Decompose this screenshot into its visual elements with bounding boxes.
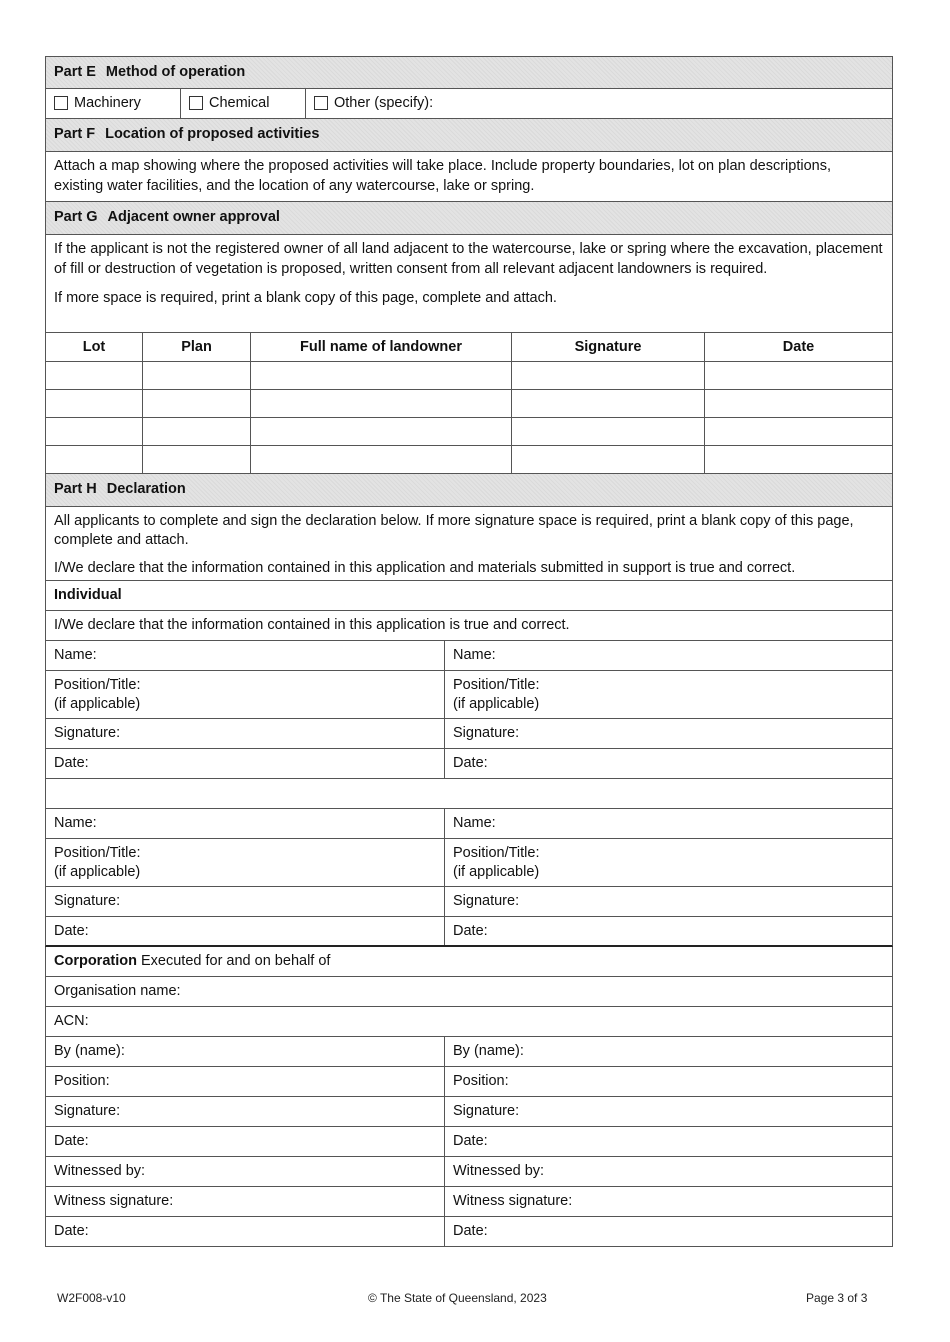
- corp-date-field-left[interactable]: Date:: [46, 1127, 445, 1156]
- date-row: [45, 917, 893, 947]
- position-field-left[interactable]: Position/Title: (if applicable): [46, 839, 445, 886]
- option-machinery[interactable]: Machinery: [46, 89, 181, 118]
- position-row: [45, 671, 893, 719]
- date-field-right[interactable]: Date:: [453, 922, 488, 939]
- option-other[interactable]: Other (specify):: [306, 89, 892, 118]
- page-number: Page 3 of 3: [806, 1291, 868, 1305]
- witness-date-field-left[interactable]: Date:: [46, 1217, 445, 1246]
- name-row: [45, 641, 893, 671]
- signature-field-right[interactable]: Signature:: [453, 892, 520, 909]
- witness-date-field-right[interactable]: Date:: [453, 1222, 488, 1239]
- copyright: © The State of Queensland, 2023: [368, 1291, 547, 1305]
- by-name-field-left[interactable]: By (name):: [46, 1037, 445, 1066]
- acn-field[interactable]: ACN:: [45, 1007, 893, 1037]
- part-h-text: All applicants to complete and sign the declaration below. If more signature space is required, print a blank copy of this page, complete and attach. I/We declare that the information contained in this application and materials submitted in support is true and correct.: [45, 507, 893, 581]
- corp-position-row: [45, 1067, 893, 1097]
- name-field-right[interactable]: Name:: [453, 814, 496, 831]
- corp-signature-field-left[interactable]: Signature:: [46, 1097, 445, 1126]
- name-field-left[interactable]: Name:: [46, 809, 445, 838]
- corp-signature-field-right[interactable]: Signature:: [453, 1102, 520, 1119]
- part-g-text: If the applicant is not the registered owner of all land adjacent to the watercourse, lake or spring where the excavation, placement of fill or destruction of vegetation is proposed, written consent from all relevant adjacent landowners is required. If more space is required, print a blank copy of this page, complete and attach.: [45, 235, 893, 333]
- witness-signature-row: [45, 1187, 893, 1217]
- landowner-table-header: [46, 333, 893, 361]
- other-checkbox[interactable]: [314, 96, 328, 110]
- date-row: [45, 749, 893, 779]
- position-field-left[interactable]: Position/Title: (if applicable): [46, 671, 445, 718]
- col-signature: Signature: [512, 333, 705, 361]
- name-row: [45, 809, 893, 839]
- table-row[interactable]: [46, 361, 893, 389]
- method-options: [45, 89, 893, 119]
- corp-date-field-right[interactable]: Date:: [453, 1132, 488, 1149]
- by-name-field-right[interactable]: By (name):: [453, 1042, 524, 1059]
- individual-declaration: I/We declare that the information contained in this application is true and correct.: [45, 611, 893, 641]
- machinery-checkbox[interactable]: [54, 96, 68, 110]
- option-chemical[interactable]: Chemical: [181, 89, 306, 118]
- organisation-name-field[interactable]: Organisation name:: [45, 977, 893, 1007]
- position-field-right[interactable]: Position/Title: (if applicable): [453, 676, 540, 712]
- corp-position-field-left[interactable]: Position:: [46, 1067, 445, 1096]
- name-field-left[interactable]: Name:: [46, 641, 445, 670]
- corp-position-field-right[interactable]: Position:: [453, 1072, 509, 1089]
- witness-signature-field-right[interactable]: Witness signature:: [453, 1192, 573, 1209]
- application-form: [45, 56, 893, 1247]
- spacer-row: [45, 779, 893, 809]
- witnessed-by-field-right[interactable]: Witnessed by:: [453, 1162, 545, 1179]
- col-plan: Plan: [143, 333, 251, 361]
- position-field-right[interactable]: Position/Title: (if applicable): [453, 844, 540, 880]
- corporation-heading: Corporation Executed for and on behalf of: [45, 947, 893, 977]
- name-field-right[interactable]: Name:: [453, 646, 496, 663]
- witnessed-by-field-left[interactable]: Witnessed by:: [46, 1157, 445, 1186]
- part-h-header: Part H Declaration: [45, 474, 893, 507]
- signature-field-left[interactable]: Signature:: [46, 887, 445, 916]
- col-landowner: Full name of landowner: [251, 333, 512, 361]
- col-date: Date: [705, 333, 893, 361]
- corp-signature-row: [45, 1097, 893, 1127]
- individual-heading: Individual: [45, 581, 893, 611]
- table-row[interactable]: [46, 417, 893, 445]
- signature-field-right[interactable]: Signature:: [453, 724, 520, 741]
- by-name-row: [45, 1037, 893, 1067]
- corp-date-row: [45, 1127, 893, 1157]
- form-code: W2F008-v10: [57, 1291, 126, 1305]
- col-lot: Lot: [46, 333, 143, 361]
- table-row[interactable]: [46, 445, 893, 473]
- date-field-left[interactable]: Date:: [46, 917, 445, 945]
- signature-row: [45, 887, 893, 917]
- witness-signature-field-left[interactable]: Witness signature:: [46, 1187, 445, 1216]
- signature-field-left[interactable]: Signature:: [46, 719, 445, 748]
- table-row[interactable]: [46, 389, 893, 417]
- chemical-checkbox[interactable]: [189, 96, 203, 110]
- signature-row: [45, 719, 893, 749]
- position-row: [45, 839, 893, 887]
- witnessed-by-row: [45, 1157, 893, 1187]
- landowner-table: [45, 333, 893, 474]
- date-field-right[interactable]: Date:: [453, 754, 488, 771]
- witness-date-row: [45, 1217, 893, 1247]
- part-f-text: Attach a map showing where the proposed activities will take place. Include property boundaries, lot on plan descriptions, existing water facilities, and the location of any watercourse, lake or spring.: [45, 152, 893, 202]
- part-g-header: Part G Adjacent owner approval: [45, 202, 893, 235]
- date-field-left[interactable]: Date:: [46, 749, 445, 778]
- part-f-header: Part F Location of proposed activities: [45, 119, 893, 152]
- part-e-header: Part E Method of operation: [45, 56, 893, 89]
